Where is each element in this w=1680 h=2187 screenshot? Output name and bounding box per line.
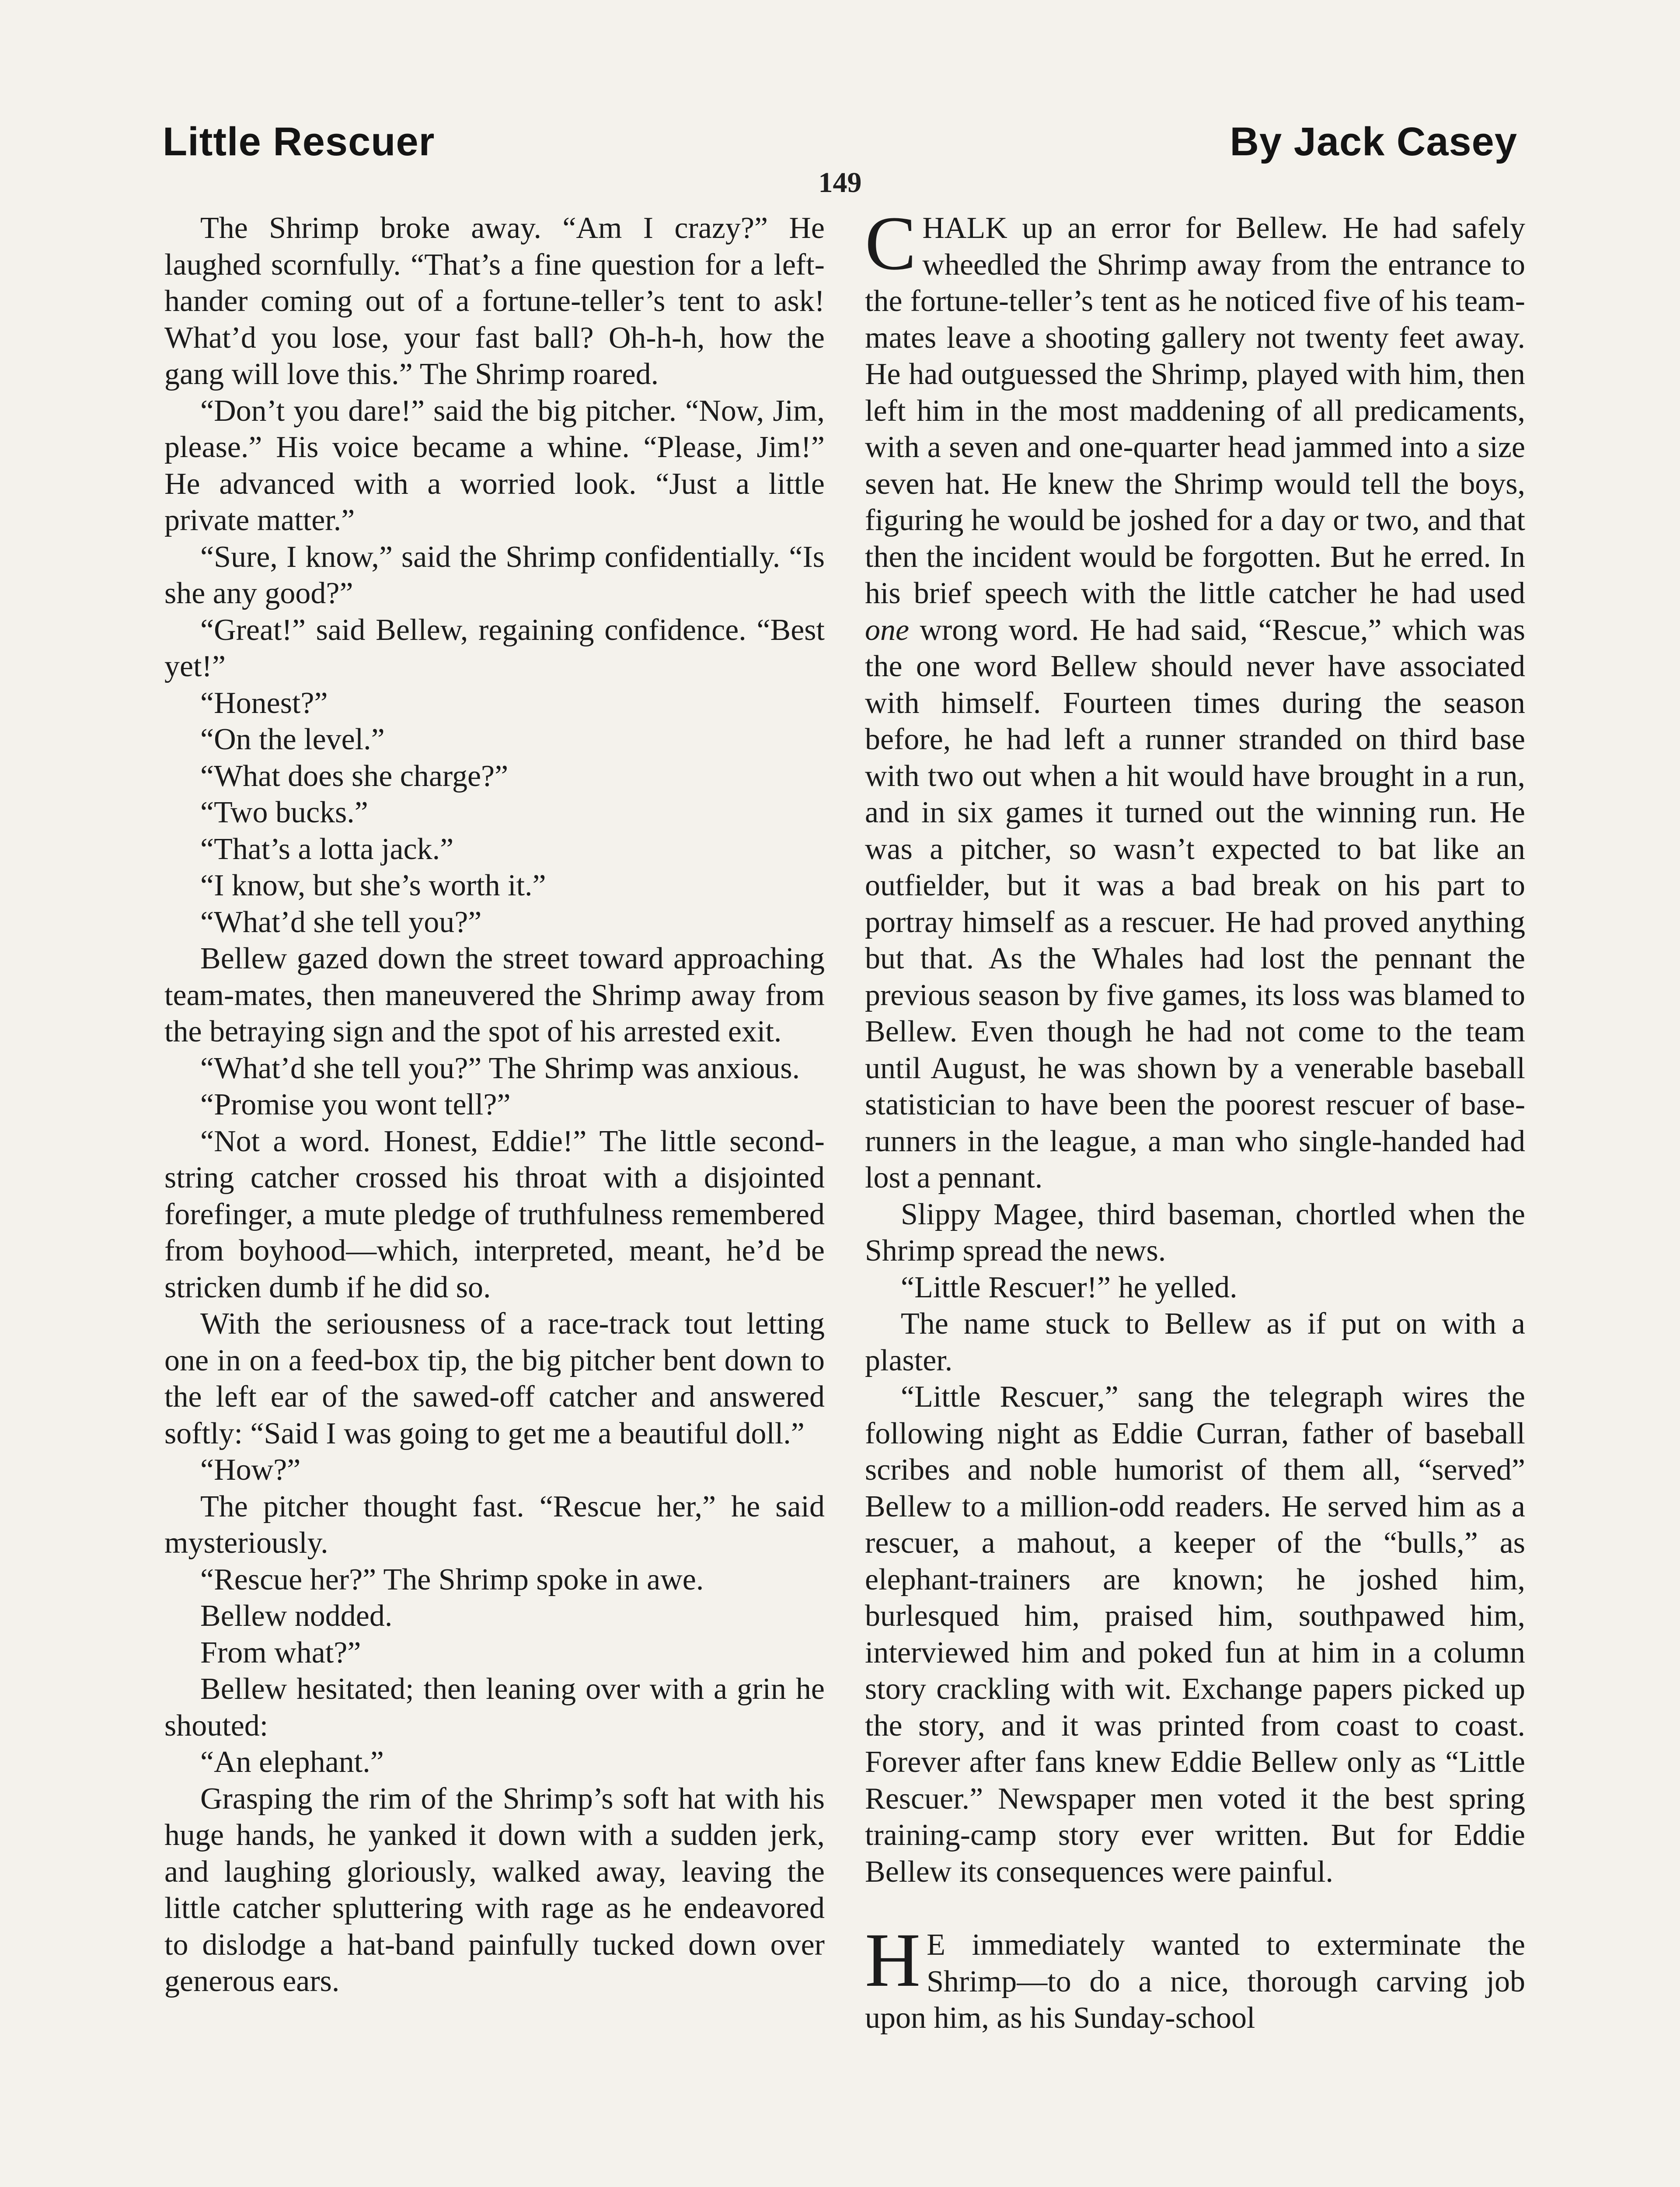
paragraph: “Two bucks.” [200,796,368,829]
paragraph: Bellew gazed down the street toward approaching team-mates, then maneuvered the Shrimp away from the betraying sign and the spot of his arrested exit. [164,942,825,1048]
paragraph: From what?” [200,1635,361,1670]
section-opening-paragraph [865,1918,1525,2037]
section-opening-paragraph [865,201,1525,1196]
page-header [163,119,1517,199]
paragraph-text: wrong word. He had said, “Rescue,” which was the one word Bellew should never have associated with himself. Fourteen times during the season before, he had left a runner stranded on third base with two out when a hit would have brought in a run, and in six games it turned out the winning run. He was a pitcher, so wasn’t expected to bat like an outfielder, but it was a bad break on his part to portray himself as a rescuer. He had proved anything but that. As the Whales had lost the pennant the previous season by five games, its loss was blamed to Bellew. Even though he had not come to the team until August, he was shown by a venerable baseball statistician to have been the poorest rescuer of base-runners in the league, a man who single-handed had lost a pennant. [865,613,1525,1195]
paragraph: “Honest?” [200,686,328,720]
paragraph-text: HALK up an error for Bellew. He had safely wheedled the Shrimp away from the entrance to the fortune-teller’s tent as he noticed five of his team-mates leave a shooting gallery not twenty feet away. He had outguessed the Shrimp, played with him, then left him in the most maddening of all predicaments, with a seven and one-quarter head jammed into a size seven hat. He knew the Shrimp would tell the boys, figuring he would be joshed for a day or two, and that then the incident would be forgotten. But he erred. In his brief speech with the little catcher he had used [865,211,1525,610]
paragraph: With the seriousness of a race-track tout letting one in on a feed-box tip, the big pitcher bent down to the left ear of the sawed-off catcher and answered softly: “Said I was going to get me a beautiful doll.” [164,1307,825,1450]
paragraph: Slippy Magee, third baseman, chortled when the Shrimp spread the news. [865,1197,1525,1268]
paragraph: “What does she charge?” [200,759,509,793]
story-title: Little Rescuer [163,119,435,164]
paragraph: “Don’t you dare!” said the big pitcher. “Now, Jim, please.” His voice became a whine. “Please, Jim!” He advanced with a worried look. “Just a little private matter.” [164,394,825,537]
paragraph: “Rescue her?” The Shrimp spoke in awe. [200,1562,704,1597]
paragraph: “Great!” said Bellew, regaining confidence. “Best yet!” [164,613,825,683]
paragraph: “What’d she tell you?” [200,905,482,939]
paragraph: “Little Rescuer!” he yelled. [901,1270,1237,1304]
paragraph-text: E immediately wanted to exterminate the Shrimp—to do a nice, thorough carving job upon him, as his Sunday-school [865,1928,1525,2035]
left-column [164,210,825,2000]
paragraph: “An elephant.” [200,1745,384,1779]
paragraph: Bellew nodded. [200,1599,393,1633]
paragraph: The pitcher thought fast. “Rescue her,” he said mysteriously. [164,1489,825,1560]
paragraph: Grasping the rim of the Shrimp’s soft hat with his huge hands, he yanked it down with a sudden jerk, and laughing gloriously, walked away, leaving the little catcher spluttering with rage as he endeavored to dislodge a hat-band painfully tucked down over generous ears. [164,1782,825,1998]
author-byline: By Jack Casey [1230,119,1517,164]
page-number: 149 [818,167,862,199]
paragraph: The Shrimp broke away. “Am I crazy?” He laughed scornfully. “That’s a fine question for a left-hander coming out of a fortune-teller’s tent to ask! What’d you lose, your fast ball? Oh-h-h, how the gang will love this.” The Shrimp roared. [164,211,825,391]
paragraph: “Little Rescuer,” sang the telegraph wires the following night as Eddie Curran, father of baseball scribes and noble humorist of them all, “served” Bellew to a million-odd readers. He served him as a rescuer, a mahout, a keeper of the “bulls,” as elephant-trainers are known; he joshed him, burlesqued him, praised him, southpawed him, interviewed him and poked fun at him in a column story crackling with wit. Exchange papers picked up the story, and it was printed from coast to coast. Forever after fans knew Eddie Bellew only as “Little Rescuer.” Newspaper men voted it the best spring training-camp story ever written. But for Eddie Bellew its consequences were painful. [865,1380,1525,1889]
paragraph: “That’s a lotta jack.” [200,832,454,866]
paragraph: “Sure, I know,” said the Shrimp confidentially. “Is she any good?” [164,540,825,610]
drop-cap: H [865,1918,921,2003]
paragraph: “I know, but she’s worth it.” [200,869,546,902]
drop-cap: C [865,201,917,286]
paragraph: Bellew hesitated; then leaning over with a grin he shouted: [164,1672,825,1743]
paragraph: “How?” [200,1453,301,1487]
paragraph: “On the level.” [200,723,385,756]
emphasized-word: one [865,613,910,647]
paragraph: The name stuck to Bellew as if put on with a plaster. [865,1307,1525,1377]
paragraph: “Promise you wont tell?” [200,1088,511,1121]
right-column [865,201,1525,2037]
paragraph: “What’d she tell you?” The Shrimp was anxious. [200,1051,800,1085]
paragraph: “Not a word. Honest, Eddie!” The little second-string catcher crossed his throat with a disjointed forefinger, a mute pledge of truthfulness remembered from boyhood—which, interpreted, meant, he’d be stricken dumb if he did so. [164,1124,825,1304]
